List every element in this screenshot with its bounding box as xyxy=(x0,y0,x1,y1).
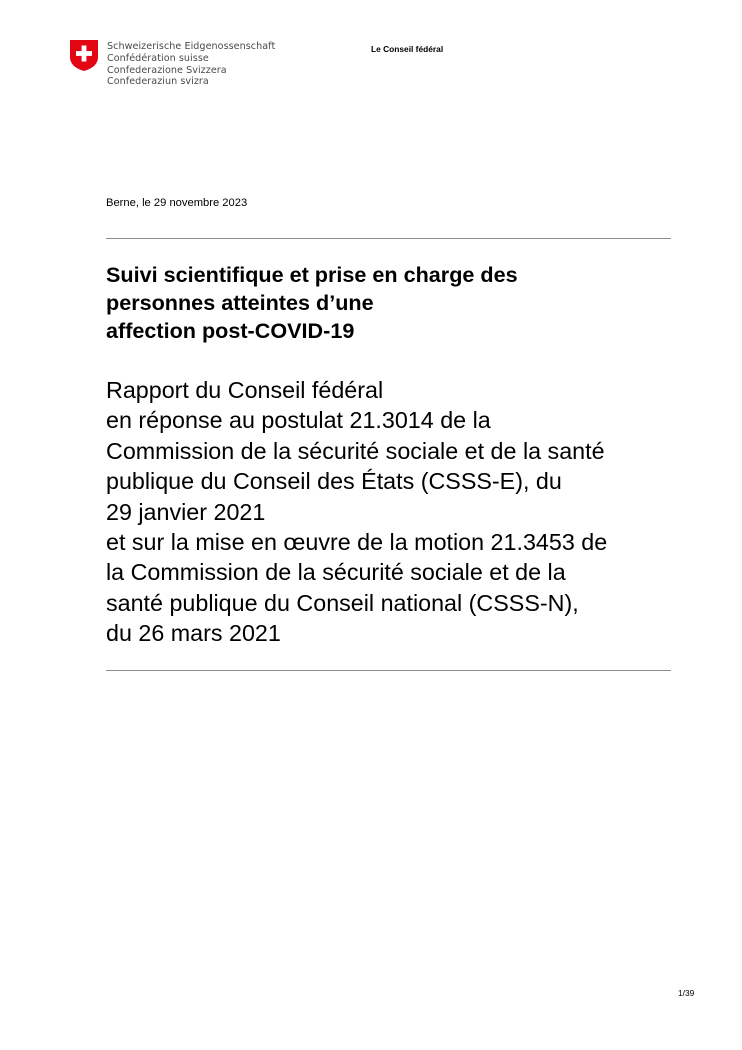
title-line: affection post-COVID-19 xyxy=(106,318,355,343)
confederation-names xyxy=(107,41,275,88)
title-line: personnes atteintes d’une xyxy=(106,290,374,315)
subtitle-line: la Commission de la sécurité sociale et de la xyxy=(106,559,566,586)
subtitle-line: Commission de la sécurité sociale et de la santé xyxy=(106,437,605,464)
title-line: Suivi scientifique et prise en charge des xyxy=(106,262,518,287)
swiss-flag-icon xyxy=(70,40,98,71)
confederation-name-de: Schweizerische Eidgenossenschaft xyxy=(107,41,276,52)
subtitle-line: santé publique du Conseil national (CSSS-N), xyxy=(106,589,579,616)
subtitle-line: Rapport du Conseil fédéral xyxy=(106,377,384,403)
subtitle-line: du 26 mars 2021 xyxy=(106,620,281,647)
bottom-divider xyxy=(106,670,671,671)
document-subtitle xyxy=(106,375,686,649)
page-number: 1/39 xyxy=(678,988,695,998)
confederation-name-it: Confederazione Svizzera xyxy=(107,64,227,76)
confederation-name-fr: Confédération suisse xyxy=(107,52,209,64)
federal-logo xyxy=(70,40,275,88)
confederation-name-rm: Confederaziun svizra xyxy=(107,76,209,88)
document-title xyxy=(106,261,676,345)
subtitle-line: 29 janvier 2021 xyxy=(106,498,266,525)
subtitle-line: et sur la mise en œuvre de la motion 21.3453 de xyxy=(106,529,608,556)
document-date: Berne, le 29 novembre 2023 xyxy=(106,197,248,209)
top-divider xyxy=(106,238,671,239)
subtitle-line: en réponse au postulat 21.3014 de la xyxy=(106,407,491,434)
header-authority: Le Conseil fédéral xyxy=(371,44,444,54)
subtitle-line: publique du Conseil des États (CSSS-E), du xyxy=(106,468,562,495)
